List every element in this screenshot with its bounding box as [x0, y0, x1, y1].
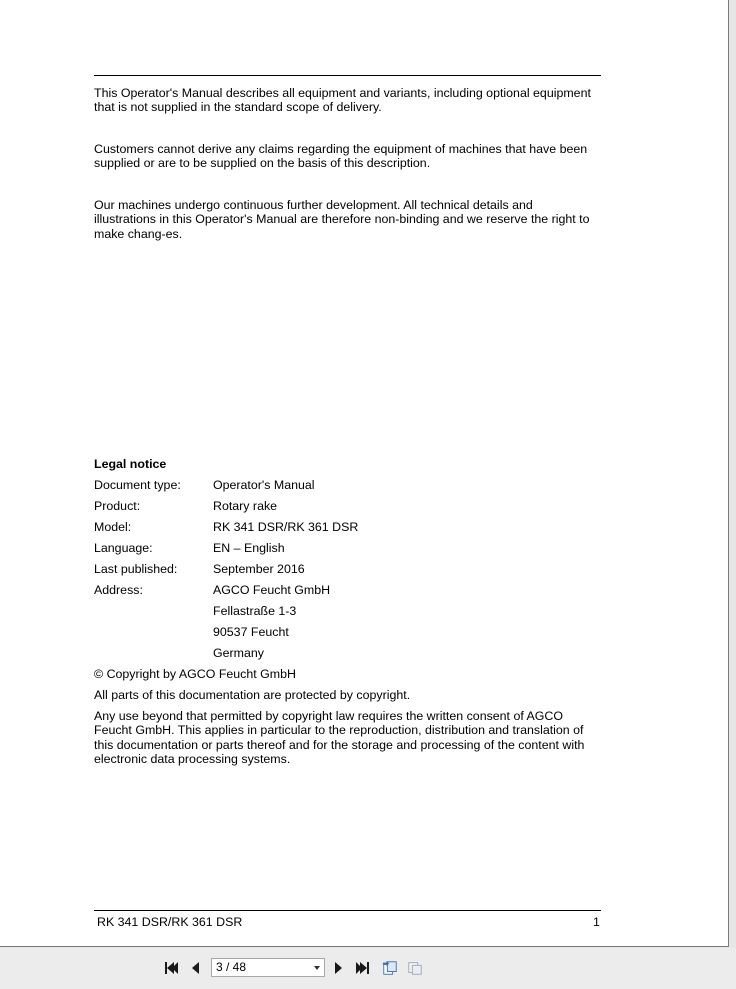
intro-paragraph-3: Our machines undergo continuous further development. All technical details and illustrations in this Operator's Manual are therefore non-binding and we reserve the right to make chang-es.: [94, 198, 590, 241]
legal-value: September 2016: [213, 562, 305, 576]
paste-page-button[interactable]: [407, 960, 423, 976]
footer-page-number: 1: [593, 915, 600, 929]
footer-rule: [94, 910, 601, 911]
copy-page-button[interactable]: [382, 960, 398, 976]
legal-notice-title: Legal notice: [94, 457, 167, 471]
legal-value: 90537 Feucht: [213, 625, 289, 639]
legal-key: Address:: [94, 583, 143, 597]
copy-page-icon: [382, 960, 398, 976]
legal-value: RK 341 DSR/RK 361 DSR: [213, 520, 359, 534]
consent-paragraph: Any use beyond that permitted by copyright law requires the written consent of AGCO Feucht GmbH. This applies in particular to the reproduction, distribution and translation of this documentation or parts thereof and for the storage and processing of the content with electronic data processing systems.: [94, 709, 585, 766]
last-page-button[interactable]: [355, 960, 371, 976]
first-page-icon: [163, 961, 179, 975]
prev-page-icon: [189, 961, 201, 975]
legal-key: Language:: [94, 541, 153, 555]
chevron-down-icon: [314, 966, 320, 970]
header-rule: [94, 75, 601, 76]
legal-value: Rotary rake: [213, 499, 278, 513]
paste-page-icon: [407, 960, 423, 976]
legal-key: Last published:: [94, 562, 178, 576]
prev-page-button[interactable]: [187, 960, 203, 976]
legal-value: Germany: [213, 646, 264, 660]
footer-model: RK 341 DSR/RK 361 DSR: [97, 915, 243, 929]
legal-value: Operator's Manual: [213, 478, 315, 492]
protected-line: All parts of this documentation are protected by copyright.: [94, 688, 411, 702]
first-page-button[interactable]: [163, 960, 179, 976]
last-page-icon: [355, 961, 371, 975]
copyright-line: © Copyright by AGCO Feucht GmbH: [94, 667, 296, 681]
legal-key: Document type:: [94, 478, 181, 492]
pdf-navigation-toolbar: [0, 948, 736, 989]
legal-key: Product:: [94, 499, 141, 513]
legal-value: AGCO Feucht GmbH: [213, 583, 331, 597]
intro-paragraph-1: This Operator's Manual describes all equipment and variants, including optional equipment that is not supplied in the standard scope of delivery.: [94, 86, 591, 115]
page-indicator: 3 / 48: [216, 960, 247, 974]
legal-value: EN – English: [213, 541, 285, 555]
legal-value: Fellastraße 1-3: [213, 604, 297, 618]
legal-key: Model:: [94, 520, 132, 534]
next-page-button[interactable]: [331, 960, 347, 976]
next-page-icon: [333, 961, 345, 975]
page-select[interactable]: [211, 958, 325, 977]
intro-paragraph-2: Customers cannot derive any claims regarding the equipment of machines that have been supplied or are to be supplied on the basis of this description.: [94, 142, 588, 171]
